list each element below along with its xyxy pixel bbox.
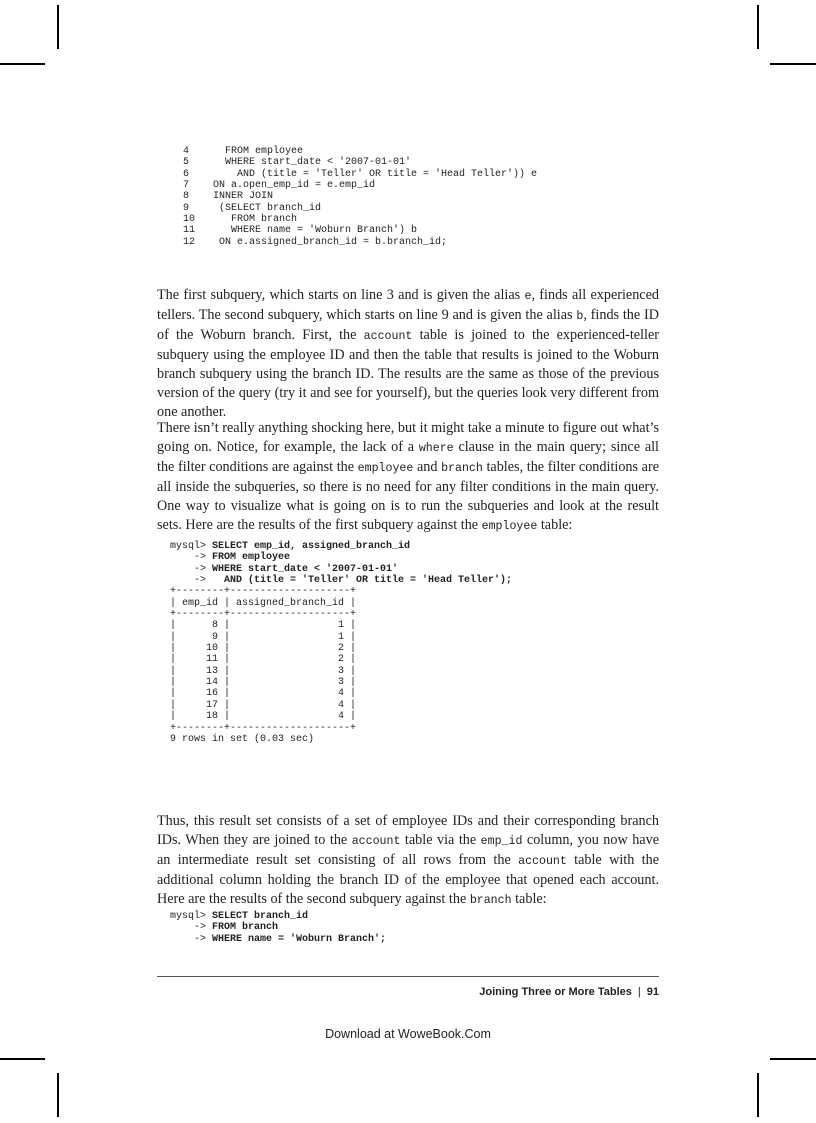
paragraph <box>157 419 659 536</box>
table-row: | 18 | 4 | <box>170 711 357 723</box>
crop-mark <box>0 63 45 65</box>
paragraph-text: There isn’t really anything shocking here, but it might take a minute to figure out what’s going on. Notice, for example, the lack of a <box>157 420 659 455</box>
paragraph-text: column, you now have an intermediate result set consisting of all rows from the <box>157 832 659 868</box>
rows-in-set: 9 rows in set (0.03 sec) <box>170 733 315 745</box>
paragraph-text: table: <box>511 891 547 907</box>
paragraph-text: table with the additional column holding the branch ID of the employee that opened each account. Here are the results of the second subquery against the <box>157 852 659 907</box>
paragraph-text: table via the <box>400 832 481 848</box>
inline-code: branch <box>469 894 512 907</box>
sql-command: FROM employee <box>212 552 291 564</box>
inline-code: employee <box>481 520 538 533</box>
section-title: Joining Three or More Tables <box>479 986 632 998</box>
page-number: 91 <box>646 986 659 998</box>
code-line: 6 AND (title = 'Teller' OR title = 'Head Teller')) e <box>183 168 538 180</box>
inline-code: account <box>363 330 413 343</box>
code-line: 4 FROM employee <box>183 146 304 157</box>
sql-command: AND (title = 'Teller' OR title = 'Head Teller'); <box>224 575 513 587</box>
inline-code: where <box>418 442 454 455</box>
page-footer <box>479 986 659 998</box>
table-row: | 9 | 1 | <box>170 631 357 643</box>
paragraph-text: tables, the filter conditions are all inside the subqueries, so there is no need for any filter conditions in the main query. One way to visualize what is going on is to run the subqueries and look at the result sets. Here are the results of the first subquery against the <box>157 459 659 533</box>
crop-mark <box>57 1073 59 1117</box>
table-row: | 13 | 3 | <box>170 665 357 677</box>
code-line: 5 WHERE start_date < '2007-01-01' <box>183 157 412 169</box>
code-line: 9 (SELECT branch_id <box>183 202 322 214</box>
inline-code: b <box>576 310 584 323</box>
crop-mark <box>770 1058 816 1060</box>
inline-code: employee <box>357 462 414 475</box>
crop-mark <box>0 1058 45 1060</box>
table-row: | 11 | 2 | <box>170 654 357 666</box>
inline-code: emp_id <box>480 835 523 848</box>
table-row: | 8 | 1 | <box>170 620 357 632</box>
continuation-prompt: -> <box>170 552 213 564</box>
inline-code: account <box>351 835 401 848</box>
paragraph-text: table is joined to the experienced-teller subquery using the employee ID and then the table that results is joined to the Woburn branch subquery using the branch ID. The results are the same as those of the previous version of the query (try it and see for yourself), but the queries look very different from one another. <box>157 327 660 420</box>
paragraph-text: and <box>413 459 442 475</box>
crop-mark <box>57 5 59 49</box>
footer-rule <box>157 976 659 977</box>
table-border: +--------+--------------------+ <box>170 722 357 734</box>
code-listing <box>183 146 537 248</box>
continuation-prompt: -> <box>170 922 213 934</box>
sql-command: WHERE start_date < '2007-01-01' <box>212 563 399 575</box>
query-result-listing <box>170 541 512 745</box>
code-line: 12 ON e.assigned_branch_id = b.branch_id; <box>183 236 448 248</box>
crop-mark <box>757 1073 759 1117</box>
table-row: | 14 | 3 | <box>170 677 357 689</box>
paragraph-text: table: <box>537 517 573 533</box>
footer-separator: | <box>637 986 641 998</box>
paragraph <box>157 812 659 910</box>
sql-command: WHERE name = 'Woburn Branch'; <box>212 933 387 945</box>
mysql-prompt: mysql> <box>170 541 213 552</box>
inline-code: e <box>524 290 532 303</box>
code-line: 7 ON a.open_emp_id = e.emp_id <box>183 180 376 192</box>
table-border: +--------+--------------------+ <box>170 586 357 598</box>
sql-command: SELECT branch_id <box>212 911 309 922</box>
code-line: 11 WHERE name = 'Woburn Branch') b <box>183 225 418 237</box>
paragraph-text: clause in the main query; since all the filter conditions are against the <box>157 439 659 475</box>
table-row: | 10 | 2 | <box>170 643 357 655</box>
paragraph-text: The first subquery, which starts on line 3 and is given the alias <box>157 287 525 303</box>
download-note: Download at WoweBook.Com <box>325 1027 491 1041</box>
table-row: | 17 | 4 | <box>170 699 357 711</box>
table-border: +--------+--------------------+ <box>170 609 357 621</box>
table-header: | emp_id | assigned_branch_id | <box>170 597 357 609</box>
paragraph <box>157 286 659 422</box>
continuation-prompt: -> <box>170 933 213 945</box>
code-line: 8 INNER JOIN <box>183 191 274 203</box>
paragraph-text: , finds all experienced tellers. The second subquery, which starts on line 9 and is given the alias <box>157 287 659 323</box>
table-row: | 16 | 4 | <box>170 688 357 700</box>
sql-command: SELECT emp_id, assigned_branch_id <box>212 541 411 552</box>
continuation-prompt: -> <box>170 575 225 587</box>
query-listing <box>170 911 386 945</box>
code-line: 10 FROM branch <box>183 214 298 226</box>
paragraph-text: , finds the ID of the Woburn branch. First, the <box>157 307 659 343</box>
crop-mark <box>757 5 759 49</box>
sql-command: FROM branch <box>212 922 279 934</box>
crop-mark <box>770 63 816 65</box>
continuation-prompt: -> <box>170 563 213 575</box>
paragraph-text: Thus, this result set consists of a set of employee IDs and their corresponding branch IDs. When they are joined to the <box>157 813 659 848</box>
inline-code: branch <box>441 462 483 475</box>
inline-code: account <box>518 855 567 868</box>
mysql-prompt: mysql> <box>170 911 213 922</box>
